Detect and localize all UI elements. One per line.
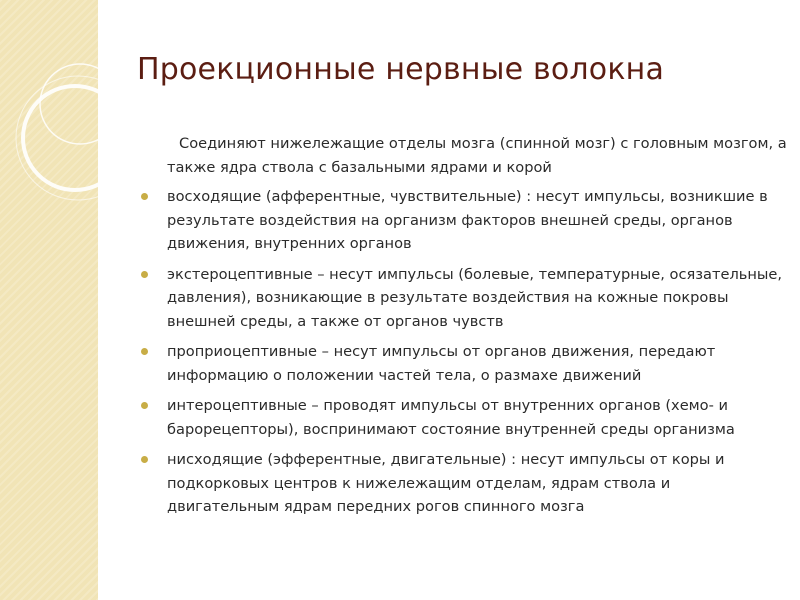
bullet-dot-icon bbox=[141, 348, 148, 355]
bullet-dot-icon bbox=[141, 456, 148, 463]
bullet-item-interoceptive bbox=[137, 394, 787, 441]
panel-divider bbox=[98, 0, 104, 600]
slide-title: Проекционные нервные волокна bbox=[137, 52, 665, 87]
decorative-rings bbox=[0, 0, 98, 600]
bullet-item-ascending bbox=[137, 185, 787, 256]
bullet-dot-icon bbox=[141, 193, 148, 200]
bullet-text: проприоцептивные – несут импульсы от органов движения, передают информацию о положении частей тела, о размахе движений bbox=[167, 343, 716, 384]
intro-paragraph: Соединяют нижележащие отделы мозга (спинной мозг) с головным мозгом, а также ядра ствола с базальными ядрами и корой bbox=[167, 135, 787, 176]
bullet-item-proprioceptive bbox=[137, 340, 787, 387]
bullet-item-descending bbox=[137, 448, 787, 519]
slide-body bbox=[137, 132, 787, 526]
bullet-text: восходящие (афферентные, чувствительные) : несут импульсы, возникшие в результате воздействия на организм факторов внешней среды, органов движения, внутренних органов bbox=[167, 188, 768, 252]
bullet-text: интероцептивные – проводят импульсы от внутренних органов (хемо- и барорецепторы), воспринимают состояние внутренней среды организма bbox=[167, 397, 735, 438]
bullet-text: экстероцептивные – несут импульсы (болевые, температурные, осязательные, давления), возникающие в результате воздействия на кожные покровы внешней среды, а также от органов чувств bbox=[167, 265, 783, 330]
decorative-side-panel bbox=[0, 0, 98, 600]
bullet-dot-icon bbox=[141, 402, 148, 409]
bullet-text: нисходящие (эфферентные, двигательные) : несут импульсы от коры и подкорковых центров к нижележащим отделам, ядрам ствола и двигательным ядрам передних рогов спинного мозга bbox=[167, 451, 725, 515]
bullet-list bbox=[137, 185, 787, 519]
bullet-dot-icon bbox=[141, 271, 148, 278]
bullet-item-exteroceptive bbox=[137, 263, 787, 334]
